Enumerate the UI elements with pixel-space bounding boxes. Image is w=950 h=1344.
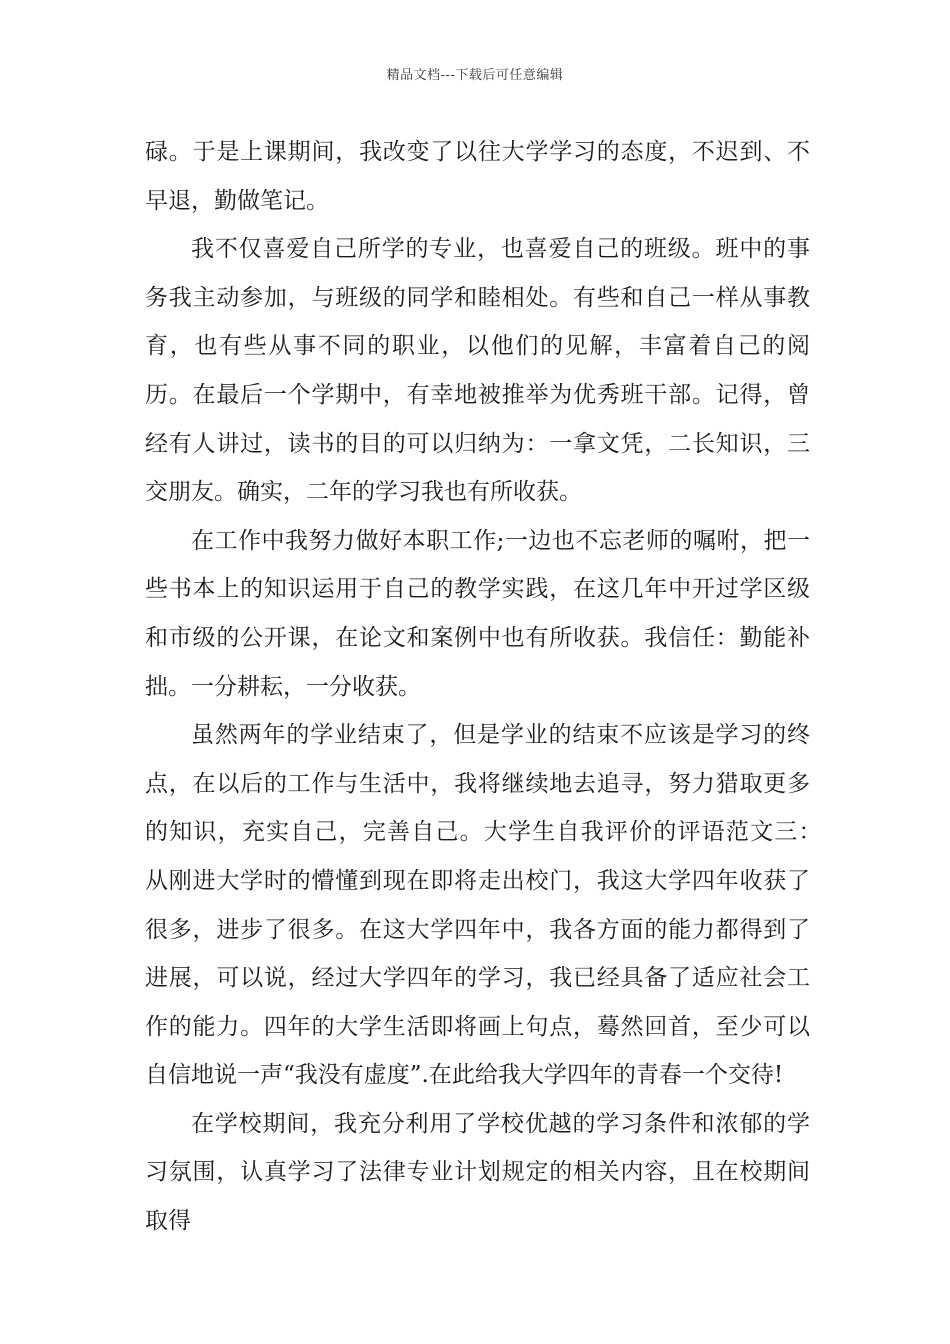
paragraph-1: 碌。于是上课期间，我改变了以往大学学习的态度，不迟到、不早退，勤做笔记。 [145, 139, 810, 214]
paragraph-3: 在工作中我努力做好本职工作;一边也不忘老师的嘱咐，把一些书本上的知识运用于自己的教学实践，在这几年中开过学区级和市级的公开课，在论文和案例中也有所收获。我信任：勤能补拙。一分耕耘，一分收获。 [145, 527, 810, 700]
document-body [145, 128, 856, 1246]
paragraph-4: 虽然两年的学业结束了，但是学业的结束不应该是学习的终点，在以后的工作与生活中，我将继续地去追寻，努力猎取更多的知识，充实自己，完善自己。大学生自我评价的评语范文三： 从刚进大学时的懵懂到现在即将走出校门，我这大学四年收获了很多，进步了很多。在这大学四年中，我各方面的能力都得到了进展，可以说，经过大学四年的学习，我已经具备了适应社会工作的能力。四年的大学生活即将画上句点，蓦然回首，至少可以自信地说一声“我没有虚度”.在此给我大学四年的青春一个交待! [145, 722, 856, 1089]
paragraph-2: 我不仅喜爱自己所学的专业，也喜爱自己的班级。班中的事务我主动参加，与班级的同学和睦相处。有些和自己一样从事教育，也有些从事不同的职业，以他们的见解，丰富着自己的阅历。在最后一个学期中，有幸地被推举为优秀班干部。记得，曾经有人讲过，读书的目的可以归纳为：一拿文凭，二长知识，三交朋友。确实，二年的学习我也有所收获。 [145, 236, 810, 506]
paragraph-5: 在学校期间，我充分利用了学校优越的学习条件和浓郁的学习氛围，认真学习了法律专业计划规定的相关内容，且在校期间取得 [145, 1110, 810, 1235]
page-header: 精品文档---下载后可任意编辑 [386, 68, 564, 83]
